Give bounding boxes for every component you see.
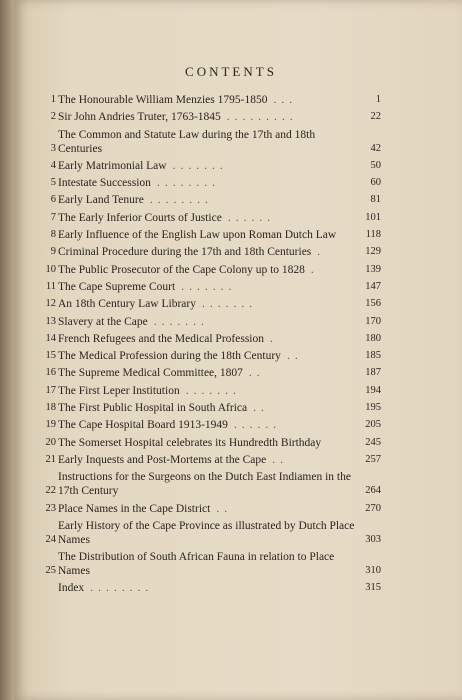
chapter-title: The First Leper Institution .......	[58, 384, 241, 397]
dot-leader: ........	[149, 194, 213, 207]
page-number: 245	[365, 436, 381, 448]
chapter-number: 4	[50, 159, 56, 171]
chapter-number: 18	[45, 402, 56, 414]
chapter-title: The Honourable William Menzies 1795-1850 ...	[58, 94, 298, 106]
chapter-title: The Public Prosecutor of the Cape Colony up to 1828 .	[58, 263, 319, 276]
chapter-title: The Medical Profession during the 18th Century ..	[58, 350, 303, 363]
dot-leader: .	[317, 246, 326, 259]
chapter-number: 3	[50, 142, 56, 154]
chapter-title: An 18th Century Law Library .......	[58, 298, 258, 311]
dot-leader: .......	[201, 298, 258, 311]
toc-entry	[45, 418, 381, 432]
chapter-number: 21	[45, 453, 56, 465]
toc-entry	[45, 315, 381, 329]
chapter-number: 7	[50, 211, 56, 223]
toc-entry	[58, 581, 381, 595]
toc-entry	[45, 453, 381, 467]
table-of-contents	[45, 93, 381, 599]
dot-leader: .......	[172, 159, 228, 172]
page-number: 264	[365, 485, 381, 497]
contents-heading: CONTENTS	[185, 64, 277, 79]
chapter-title: Criminal Procedure during the 17th and 18th Centuries .	[58, 246, 326, 259]
toc-entry	[45, 550, 381, 578]
page-number: 118	[365, 229, 381, 241]
toc-entry	[45, 349, 381, 363]
chapter-number: 14	[45, 332, 56, 344]
page-number: 195	[365, 402, 381, 414]
toc-entry	[50, 193, 381, 207]
toc-entry	[50, 110, 381, 124]
dot-leader: .......	[181, 280, 237, 293]
chapter-number: 11	[45, 280, 56, 292]
dot-leader: .......	[153, 315, 209, 328]
toc-entry	[45, 280, 381, 294]
chapter-number: 23	[45, 502, 56, 514]
page-number: 270	[365, 502, 381, 514]
page-number: 81	[370, 194, 381, 206]
page-number: 60	[370, 177, 381, 189]
chapter-title: The Supreme Medical Committee, 1807 ..	[58, 367, 265, 380]
chapter-title: Early Inquests and Post-Mortems at the Cape ..	[58, 453, 288, 466]
toc-entry	[50, 176, 381, 190]
chapter-number: 9	[50, 246, 56, 258]
page-number: 42	[370, 142, 381, 154]
dot-leader: .......	[185, 384, 241, 397]
chapter-number: 15	[45, 350, 56, 362]
chapter-number: 24	[45, 533, 56, 545]
chapter-title: The Cape Supreme Court .......	[58, 280, 237, 293]
toc-entry	[45, 401, 381, 415]
dot-leader: ........	[156, 177, 220, 190]
page-number: 194	[365, 384, 381, 396]
chapter-title: Early Influence of the English Law upon Roman Dutch Law	[58, 229, 337, 242]
page-number: 147	[365, 280, 381, 292]
chapter-title: French Refugees and the Medical Profession .	[58, 332, 278, 345]
chapter-number: 22	[45, 485, 56, 497]
toc-entry	[45, 366, 381, 380]
chapter-title: Index ........	[58, 582, 154, 595]
dot-leader: ......	[233, 419, 282, 432]
chapter-title: Early History of the Cape Province as illustrated by Dutch Place Names	[58, 519, 355, 546]
page-number: 303	[365, 533, 381, 545]
dot-leader: ........	[90, 582, 154, 595]
page-number: 185	[365, 350, 381, 362]
page-number: 257	[365, 453, 381, 465]
chapter-number: 20	[45, 436, 56, 448]
chapter-title: Slavery at the Cape .......	[58, 315, 209, 328]
dot-leader: ..	[216, 502, 233, 515]
chapter-number: 19	[45, 419, 56, 431]
chapter-title: Sir John Andries Truter, 1763-1845 .........	[58, 111, 298, 124]
toc-entry	[50, 159, 381, 173]
toc-entry	[45, 263, 381, 277]
toc-entry	[45, 384, 381, 398]
chapter-title: The Common and Statute Law during the 17th and 18th Centuries	[58, 128, 316, 155]
page-number: 50	[370, 159, 381, 171]
chapter-title: Early Land Tenure ........	[58, 194, 213, 207]
chapter-title: Place Names in the Cape District ..	[58, 502, 233, 515]
toc-entry	[45, 470, 381, 498]
chapter-number: 13	[45, 315, 56, 327]
page-number: 180	[365, 332, 381, 344]
dot-leader: ......	[227, 211, 276, 224]
page-number: 156	[365, 298, 381, 310]
page-number: 205	[365, 419, 381, 431]
chapter-number: 25	[45, 565, 56, 577]
toc-entry	[45, 502, 381, 516]
dot-leader: ..	[253, 402, 269, 415]
toc-entry	[45, 332, 381, 346]
page-number: 315	[365, 582, 381, 594]
chapter-number: 8	[50, 229, 56, 241]
page-number: 22	[370, 111, 381, 123]
chapter-title: The Early Inferior Courts of Justice ......	[58, 211, 276, 224]
chapter-number: 1	[50, 94, 56, 105]
chapter-title: Early Matrimonial Law .......	[58, 159, 228, 172]
dot-leader: .	[269, 332, 278, 345]
page-number: 139	[365, 263, 381, 275]
chapter-title: Intestate Succession ........	[58, 177, 220, 190]
chapter-title: The Cape Hospital Board 1913-1949 ......	[58, 419, 282, 432]
chapter-number: 17	[45, 384, 56, 396]
toc-entry	[50, 93, 381, 107]
toc-entry	[45, 519, 381, 547]
dot-leader: ..	[248, 367, 265, 380]
dot-leader: ...	[273, 94, 298, 106]
chapter-number: 16	[45, 367, 56, 379]
page-gutter	[0, 0, 14, 700]
toc-entry	[50, 128, 381, 156]
page-number: 101	[365, 211, 381, 223]
page-number: 310	[365, 565, 381, 577]
dot-leader: .	[310, 263, 319, 276]
chapter-number: 12	[45, 298, 56, 310]
page-number: 129	[365, 246, 381, 258]
page-number: 170	[365, 315, 381, 327]
toc-entry	[50, 228, 381, 242]
chapter-number: 10	[45, 263, 56, 275]
chapter-title: Instructions for the Surgeons on the Dutch East Indiamen in the 17th Century	[58, 471, 351, 498]
chapter-number: 5	[50, 177, 56, 189]
chapter-number: 6	[50, 194, 56, 206]
page-number: 1	[375, 94, 381, 105]
chapter-title: The First Public Hospital in South Africa ..	[58, 402, 269, 415]
toc-entry	[50, 245, 381, 259]
page-number: 187	[365, 367, 381, 379]
chapter-number: 2	[50, 111, 56, 123]
chapter-title: The Distribution of South African Fauna in relation to Place Names	[58, 551, 335, 578]
chapter-title: The Somerset Hospital celebrates its Hundredth Birthday	[58, 436, 322, 449]
toc-entry	[50, 211, 381, 225]
toc-entry	[45, 297, 381, 311]
dot-leader: .........	[226, 111, 298, 124]
toc-entry	[45, 436, 381, 450]
dot-leader: ..	[286, 350, 303, 363]
dot-leader: ..	[272, 453, 288, 466]
